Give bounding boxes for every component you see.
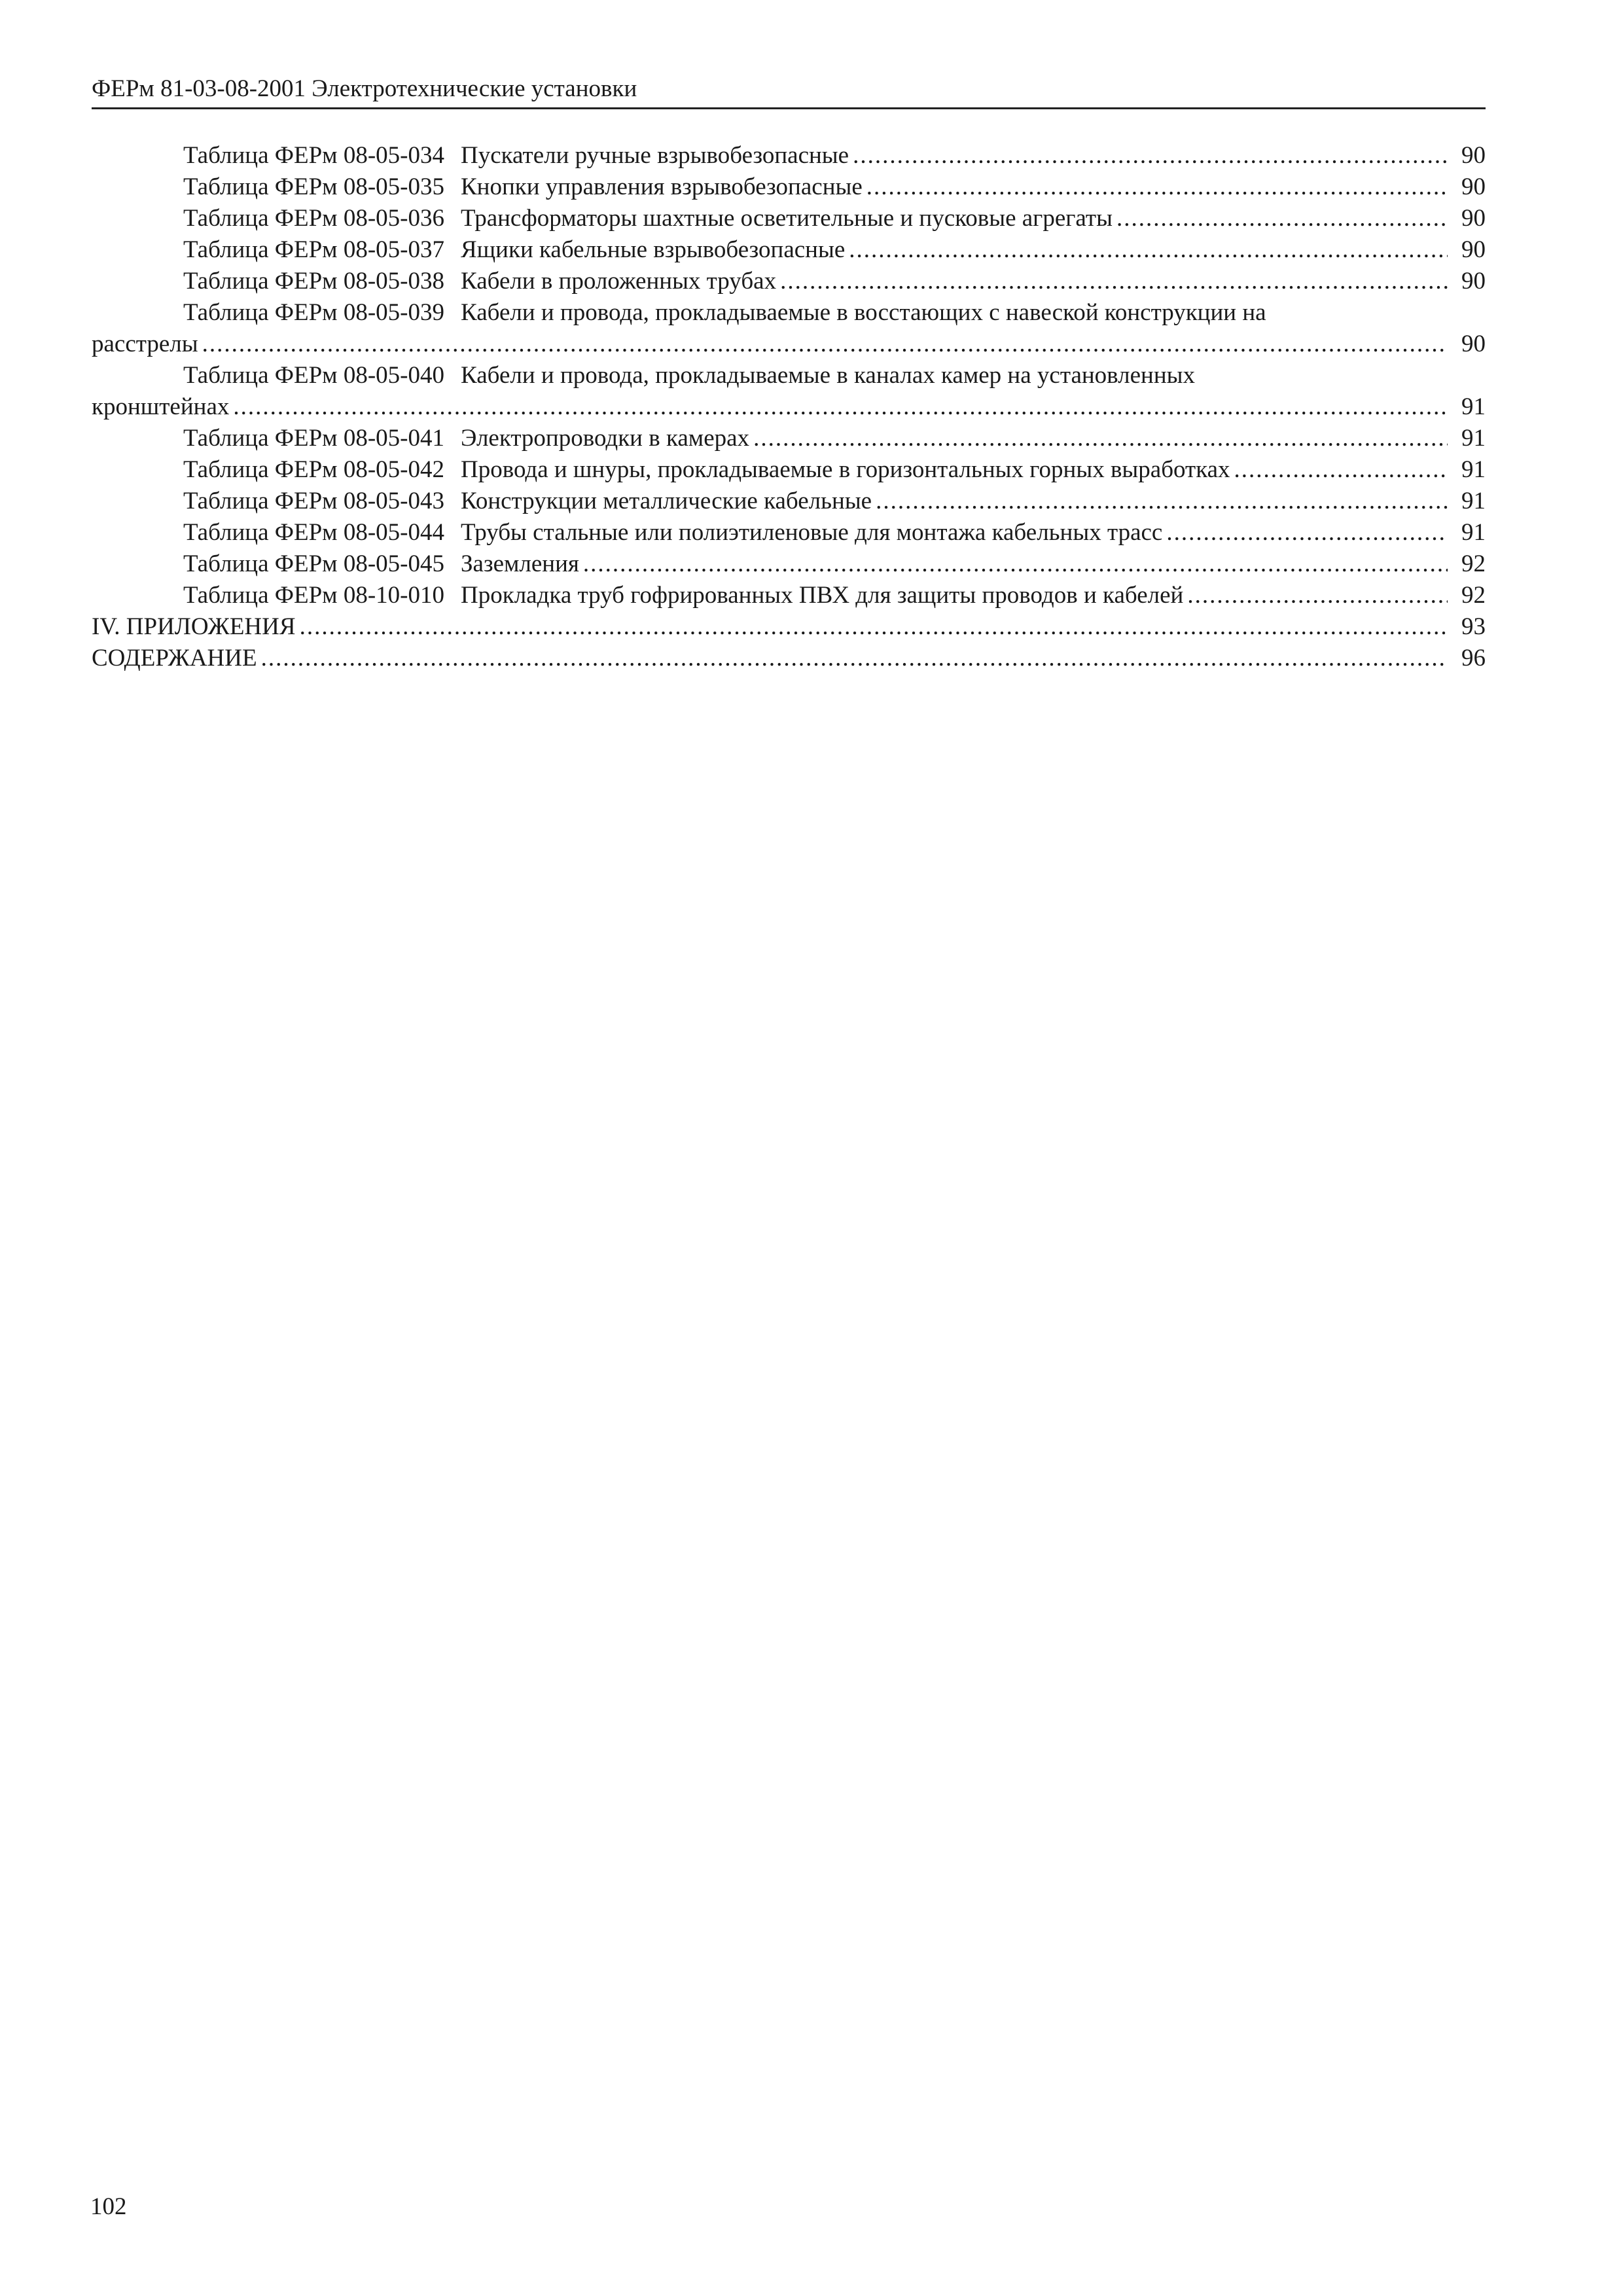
toc-entry-code: Таблица ФЕРм 08-10-010: [183, 582, 444, 609]
toc-entry-page: 91: [1461, 456, 1486, 483]
toc-entry[interactable]: [92, 234, 1486, 266]
toc-entry[interactable]: [92, 517, 1486, 548]
toc-section-title: СОДЕРЖАНИЕ: [92, 645, 257, 672]
dot-leader: [300, 611, 1448, 643]
toc-entry-text: Конструкции металлические кабельные: [461, 488, 872, 514]
dot-leader: [1187, 580, 1448, 611]
dot-leader: [866, 171, 1448, 203]
toc-entry-page: 90: [1461, 205, 1486, 232]
dot-leader: [849, 234, 1448, 266]
toc-entry-code: Таблица ФЕРм 08-05-038: [183, 268, 444, 295]
toc-entry-text: Электропроводки в камерах: [461, 425, 750, 452]
dot-leader: [780, 266, 1448, 297]
dot-leader: [753, 423, 1448, 454]
toc-entry-code: Таблица ФЕРм 08-05-040: [183, 362, 444, 389]
toc-entry-text: Ящики кабельные взрывобезопасные: [461, 236, 846, 263]
dot-leader: [1234, 454, 1448, 486]
toc-entry-text: Провода и шнуры, прокладываемые в горизонтальных горных выработках: [461, 456, 1230, 483]
toc-entry[interactable]: [92, 360, 1486, 423]
toc-entry[interactable]: [92, 580, 1486, 611]
toc-entry-text: Кнопки управления взрывобезопасные: [461, 173, 863, 200]
toc-entry[interactable]: [92, 423, 1486, 454]
toc-entry[interactable]: [92, 297, 1486, 360]
toc-entry-code: Таблица ФЕРм 08-05-037: [183, 236, 444, 263]
toc-section[interactable]: [92, 643, 1486, 674]
toc-entry[interactable]: [92, 548, 1486, 580]
dot-leader: [202, 329, 1448, 360]
toc-entry-page: 90: [1461, 173, 1486, 200]
dot-leader: [853, 140, 1448, 171]
dot-leader: [583, 548, 1448, 580]
toc-entry[interactable]: [92, 171, 1486, 203]
toc-entry-page: 91: [1461, 425, 1486, 452]
toc-entry-page: 92: [1461, 582, 1486, 609]
toc-entry-code: Таблица ФЕРм 08-05-036: [183, 205, 444, 232]
toc-entry-text: Трансформаторы шахтные осветительные и пусковые агрегаты: [461, 205, 1113, 232]
toc-entry-page: 90: [1461, 142, 1486, 169]
toc-entry[interactable]: [92, 454, 1486, 486]
page-number: [90, 2194, 127, 2220]
toc-entry-code: Таблица ФЕРм 08-05-035: [183, 173, 444, 200]
toc-entry-text: Трубы стальные или полиэтиленовые для монтажа кабельных трасс: [461, 519, 1163, 546]
header-title: ФЕРм 81-03-08-2001 Электротехнические установки: [92, 75, 637, 102]
toc-entry-page: 90: [1461, 268, 1486, 295]
running-header: [92, 76, 1486, 109]
toc-section-page: 96: [1461, 645, 1486, 672]
toc-entry-page: 90: [1461, 236, 1486, 263]
toc-entry-code: Таблица ФЕРм 08-05-042: [183, 456, 444, 483]
toc-section-page: 93: [1461, 613, 1486, 640]
toc-entry-text: Кабели и провода, прокладываемые в восстающих с навеской конструкции на: [461, 299, 1266, 326]
table-of-contents: [92, 140, 1486, 674]
dot-leader: [1166, 517, 1448, 548]
toc-entry[interactable]: [92, 266, 1486, 297]
toc-entry-text: Пускатели ручные взрывобезопасные: [461, 142, 849, 169]
page-number-value: 102: [90, 2193, 127, 2220]
toc-entry-page: 91: [1461, 393, 1486, 420]
dot-leader: [233, 391, 1448, 423]
toc-entry-text: Кабели и провода, прокладываемые в каналах камер на установленных: [461, 362, 1195, 389]
toc-entry-text: Кабели в проложенных трубах: [461, 268, 777, 295]
toc-entry-page: 91: [1461, 519, 1486, 546]
dot-leader: [1116, 203, 1448, 234]
toc-entry-code: Таблица ФЕРм 08-05-043: [183, 488, 444, 514]
toc-entry-text-continued: расстрелы: [92, 331, 198, 357]
toc-entry-code: Таблица ФЕРм 08-05-039: [183, 299, 444, 326]
dot-leader: [261, 643, 1448, 674]
toc-entry-text-continued: кронштейнах: [92, 393, 230, 420]
dot-leader: [876, 486, 1448, 517]
toc-section[interactable]: [92, 611, 1486, 643]
toc-entry-page: 90: [1461, 331, 1486, 357]
toc-entry-page: 91: [1461, 488, 1486, 514]
toc-entry-code: Таблица ФЕРм 08-05-034: [183, 142, 444, 169]
toc-entry-text: Прокладка труб гофрированных ПВХ для защиты проводов и кабелей: [461, 582, 1184, 609]
toc-entry-page: 92: [1461, 550, 1486, 577]
toc-entry-code: Таблица ФЕРм 08-05-041: [183, 425, 444, 452]
toc-entry[interactable]: [92, 140, 1486, 171]
toc-entry[interactable]: [92, 486, 1486, 517]
toc-entry-code: Таблица ФЕРм 08-05-044: [183, 519, 444, 546]
toc-entry-code: Таблица ФЕРм 08-05-045: [183, 550, 444, 577]
toc-entry[interactable]: [92, 203, 1486, 234]
toc-entry-text: Заземления: [461, 550, 579, 577]
toc-section-title: IV. ПРИЛОЖЕНИЯ: [92, 613, 296, 640]
